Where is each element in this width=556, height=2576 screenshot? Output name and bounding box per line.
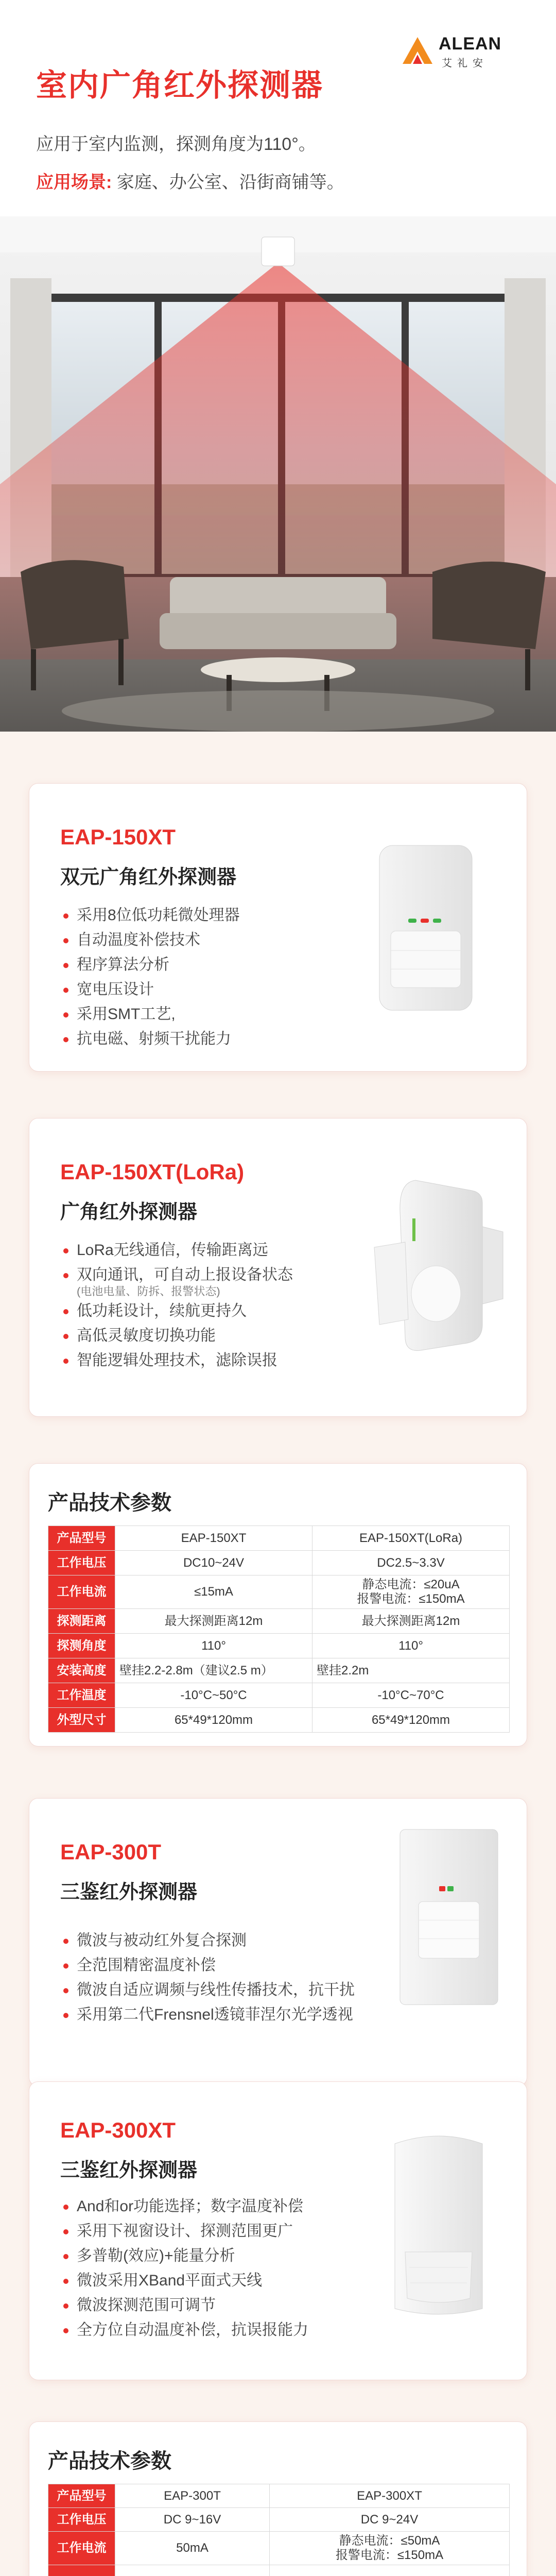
hero-section — [0, 0, 556, 732]
product-subtitle: 广角红外探测器 — [60, 1201, 198, 1223]
product-card-eap150xt — [29, 783, 527, 1072]
cell-line: 报警电流：≤150mA — [335, 2548, 444, 2562]
table-row — [48, 1609, 510, 1634]
feature-item: 多普勒(效应)+能量分析 — [63, 2244, 308, 2268]
table-cell: 最大探测距离12m — [115, 1609, 312, 1634]
column-header: 产品型号 — [48, 2484, 115, 2508]
page-title: 室内广角红外探测器 — [36, 68, 323, 103]
row-header: 安装高度 — [48, 1658, 115, 1683]
brand-name: ALEAN — [439, 34, 502, 54]
table-cell: 65*49*120mm — [312, 1708, 510, 1733]
feature-item: 微波采用XBand平面式天线 — [63, 2268, 308, 2293]
column-header: EAP-300T — [115, 2484, 270, 2508]
table-cell: DC10~24V — [115, 1551, 312, 1575]
eap300xt-product-image — [369, 2128, 508, 2324]
feature-item: 智能逻辑处理技术，滤除误报 — [63, 1348, 293, 1373]
feature-item: 微波与被动红外复合探测 — [63, 1928, 355, 1953]
brand-logo — [402, 33, 525, 70]
product-model: EAP-150XT — [60, 825, 176, 849]
row-header — [48, 2565, 115, 2576]
table-row — [48, 2532, 510, 2565]
feature-item: 程序算法分析 — [63, 953, 240, 977]
table-row — [48, 1634, 510, 1658]
table-row — [48, 1683, 510, 1708]
feature-item: 低功耗设计，续航更持久 — [63, 1299, 293, 1324]
spec-table — [48, 1526, 510, 1733]
table-cell — [270, 2565, 510, 2576]
table-row — [48, 2508, 510, 2532]
row-header: 探测距离 — [48, 1609, 115, 1634]
product-model: EAP-150XT(LoRa) — [60, 1160, 245, 1184]
hero-scene — [36, 168, 344, 193]
feature-item: 自动温度补偿技术 — [63, 928, 240, 953]
product-card-eap150xt-lora — [29, 1118, 527, 1417]
table-cell: 65*49*120mm — [115, 1708, 312, 1733]
product-model: EAP-300T — [60, 1840, 162, 1864]
feature-item — [63, 1263, 293, 1299]
table-cell — [115, 2565, 270, 2576]
feature-item: 采用SMT工艺, — [63, 1002, 240, 1027]
table-cell: -10°C~70°C — [312, 1683, 510, 1708]
column-header: 产品型号 — [48, 1526, 115, 1551]
product-subtitle: 三鉴红外探测器 — [60, 1882, 198, 1903]
spec-table — [48, 2484, 510, 2576]
table-cell: DC 9~16V — [115, 2508, 270, 2532]
row-header: 探测角度 — [48, 1634, 115, 1658]
feature-note: (电池电量、防拆、报警状态) — [77, 1285, 220, 1298]
table-cell: 壁挂2.2-2.8m（建议2.5 m） — [115, 1658, 312, 1683]
spec-card-1 — [29, 1463, 527, 1747]
feature-item: 全范围精密温度补偿 — [63, 1953, 355, 1978]
spec-title: 产品技术参数 — [48, 1492, 171, 1514]
feature-list — [63, 2194, 308, 2343]
feature-list — [63, 1238, 293, 1373]
eap300t-product-image — [390, 1824, 508, 2010]
table-row — [48, 1658, 510, 1683]
table-cell: 110° — [115, 1634, 312, 1658]
product-card-eap300xt — [29, 2081, 527, 2380]
row-header: 工作电压 — [48, 1551, 115, 1575]
feature-item: 抗电磁、射频干扰能力 — [63, 1027, 240, 1052]
row-header: 工作温度 — [48, 1683, 115, 1708]
product-subtitle: 三鉴红外探测器 — [60, 2160, 198, 2181]
feature-item: LoRa无线通信，传输距离远 — [63, 1238, 293, 1263]
feature-item: 高低灵敏度切换功能 — [63, 1324, 293, 1348]
column-header: EAP-150XT(LoRa) — [312, 1526, 510, 1551]
feature-item: 微波探测范围可调节 — [63, 2293, 308, 2318]
column-header: EAP-300XT — [270, 2484, 510, 2508]
eap150xt-product-image — [359, 840, 493, 1015]
product-model: EAP-300XT — [60, 2118, 176, 2142]
feature-item: 微波自适应调频与线性传播技术，抗干扰 — [63, 1978, 355, 2003]
scene-text: 家庭、办公室、沿街商铺等。 — [116, 173, 344, 192]
table-cell: 最大探测距离12m — [312, 1609, 510, 1634]
cell-line: 报警电流：≤150mA — [357, 1592, 465, 1606]
table-cell: DC 9~24V — [270, 2508, 510, 2532]
brand-cn: 艾礼安 — [442, 58, 488, 69]
table-cell: 50mA — [115, 2532, 270, 2565]
table-row — [48, 1708, 510, 1733]
table-row — [48, 1551, 510, 1575]
row-header: 外型尺寸 — [48, 1708, 115, 1733]
product-card-eap300t — [29, 1798, 527, 2087]
feature-item: 采用下视窗设计、探测范围更广 — [63, 2219, 308, 2244]
row-header: 工作电流 — [48, 1575, 115, 1609]
room-illustration — [0, 216, 556, 732]
table-row — [48, 2565, 510, 2576]
table-cell: 壁挂2.2m — [312, 1658, 510, 1683]
feature-text: 双向通讯，可自动上报设备状态 — [77, 1266, 293, 1283]
feature-item: 全方位自动温度补偿，抗误报能力 — [63, 2318, 308, 2343]
hero-description: 应用于室内监测，探测角度为110°。 — [36, 134, 316, 154]
table-cell: DC2.5~3.3V — [312, 1551, 510, 1575]
feature-item: 采用第二代Frensnel透镜菲涅尔光学透视 — [63, 2003, 355, 2027]
row-header: 工作电压 — [48, 2508, 115, 2532]
alean-logo-icon — [402, 36, 433, 65]
row-header: 工作电流 — [48, 2532, 115, 2565]
column-header: EAP-150XT — [115, 1526, 312, 1551]
table-cell: -10°C~50°C — [115, 1683, 312, 1708]
table-cell: 110° — [312, 1634, 510, 1658]
spec-title: 产品技术参数 — [48, 2450, 171, 2472]
table-cell: ≤15mA — [115, 1575, 312, 1609]
product-subtitle: 双元广角红外探测器 — [60, 867, 237, 888]
cell-line: 静态电流：≤50mA — [339, 2534, 440, 2548]
scene-label: 应用场景: — [36, 173, 112, 192]
table-cell — [270, 2532, 510, 2565]
eap150xt-lora-product-image — [359, 1170, 513, 1366]
feature-list — [63, 903, 240, 1052]
cell-line: 静态电流：≤20uA — [362, 1578, 460, 1591]
feature-list — [63, 1928, 355, 2027]
feature-item: 采用8位低功耗微处理器 — [63, 903, 240, 928]
table-row — [48, 1575, 510, 1609]
feature-item: And和or功能选择；数字温度补偿 — [63, 2194, 308, 2219]
table-header-row — [48, 1526, 510, 1551]
table-header-row — [48, 2484, 510, 2508]
table-cell — [312, 1575, 510, 1609]
feature-item: 宽电压设计 — [63, 977, 240, 1002]
spec-card-2 — [29, 2421, 527, 2576]
